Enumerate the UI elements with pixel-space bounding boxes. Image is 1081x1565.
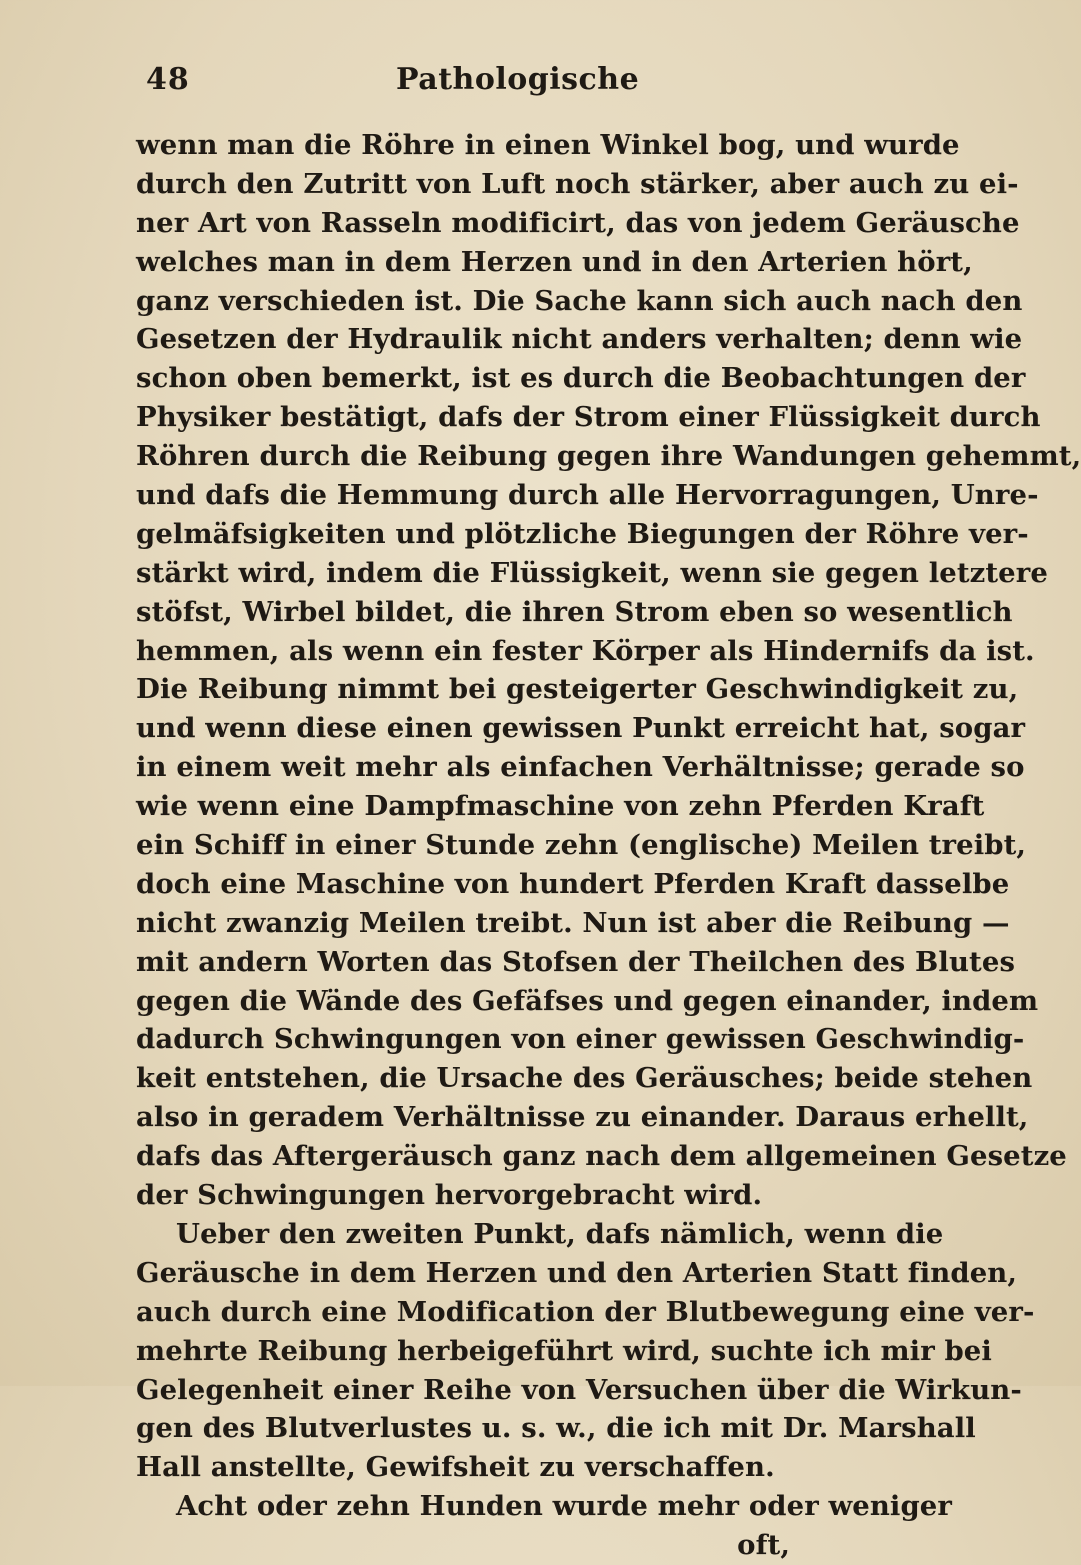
text-line: Ueber den zweiten Punkt, dafs nämlich, wenn die — [176, 1217, 944, 1250]
text-line: Acht oder zehn Hunden wurde mehr oder weniger — [176, 1490, 952, 1523]
text-line: stärkt wird, indem die Flüssigkeit, wenn sie gegen letztere — [136, 556, 1048, 589]
text-line: gegen die Wände des Gefäfses und gegen einander, indem — [136, 984, 1039, 1017]
text-line: Die Reibung nimmt bei gesteigerter Geschwindigkeit zu, — [136, 673, 1019, 706]
text-line: dadurch Schwingungen von einer gewissen Geschwindig- — [136, 1023, 1025, 1056]
running-title: Pathologische — [396, 62, 640, 97]
text-line: schon oben bemerkt, ist es durch die Beobachtungen der — [136, 362, 1026, 395]
text-line: Geräusche in dem Herzen und den Arterien Statt finden, — [136, 1256, 1018, 1289]
text-line: gen des Blutverlustes u. s. w., die ich mit Dr. Marshall — [136, 1412, 976, 1445]
text-line: welches man in dem Herzen und in den Arterien hört, — [136, 245, 973, 278]
text-line: Hall anstellte, Gewifsheit zu verschaffen. — [136, 1451, 775, 1484]
text-line: und dafs die Hemmung durch alle Hervorragungen, Unre- — [136, 479, 1039, 512]
text-line: stöfst, Wirbel bildet, die ihren Strom eben so wesentlich — [136, 595, 1013, 628]
text-line: auch durch eine Modification der Blutbewegung eine ver- — [136, 1295, 1035, 1328]
text-line: durch den Zutritt von Luft noch stärker, aber auch zu ei- — [136, 167, 1019, 200]
catchword: oft, — [737, 1529, 790, 1562]
text-line: doch eine Maschine von hundert Pferden Kraft dasselbe — [136, 867, 1010, 900]
page-number: 48 — [146, 62, 190, 97]
text-line: ein Schiff in einer Stunde zehn (englische) Meilen treibt, — [136, 829, 1027, 862]
text-line: gelmäfsigkeiten und plötzliche Biegungen der Röhre ver- — [136, 517, 1029, 550]
body-text — [136, 126, 1081, 1565]
text-line: und wenn diese einen gewissen Punkt erreicht hat, sogar — [136, 712, 1026, 745]
running-header — [146, 62, 786, 104]
text-line: in einem weit mehr als einfachen Verhältnisse; gerade so — [136, 751, 1025, 784]
text-line: ner Art von Rasseln modificirt, das von jedem Geräusche — [136, 206, 1020, 239]
text-line: also in geradem Verhältnisse zu einander. Daraus erhellt, — [136, 1101, 1029, 1134]
text-line: keit entstehen, die Ursache des Geräusches; beide stehen — [136, 1062, 1033, 1095]
text-line: wenn man die Röhre in einen Winkel bog, und wurde — [136, 129, 960, 161]
text-line: mit andern Worten das Stofsen der Theilchen des Blutes — [136, 945, 1016, 978]
text-line: hemmen, als wenn ein fester Körper als Hindernifs da ist. — [136, 634, 1035, 667]
text-line: der Schwingungen hervorgebracht wird. — [136, 1179, 763, 1212]
text-line: Röhren durch die Reibung gegen ihre Wandungen gehemmt, — [136, 440, 1081, 473]
text-line: Physiker bestätigt, dafs der Strom einer Flüssigkeit durch — [136, 401, 1041, 434]
text-line: nicht zwanzig Meilen treibt. Nun ist aber die Reibung — — [136, 906, 1010, 939]
text-line: Gelegenheit einer Reihe von Versuchen über die Wirkun- — [136, 1373, 1022, 1406]
text-line: ganz verschieden ist. Die Sache kann sich auch nach den — [136, 284, 1023, 317]
text-line: dafs das Aftergeräusch ganz nach dem allgemeinen Gesetze — [136, 1140, 1067, 1173]
text-line: mehrte Reibung herbeigeführt wird, suchte ich mir bei — [136, 1334, 992, 1367]
text-line: wie wenn eine Dampfmaschine von zehn Pferden Kraft — [136, 790, 985, 823]
text-line: Gesetzen der Hydraulik nicht anders verhalten; denn wie — [136, 323, 1023, 356]
